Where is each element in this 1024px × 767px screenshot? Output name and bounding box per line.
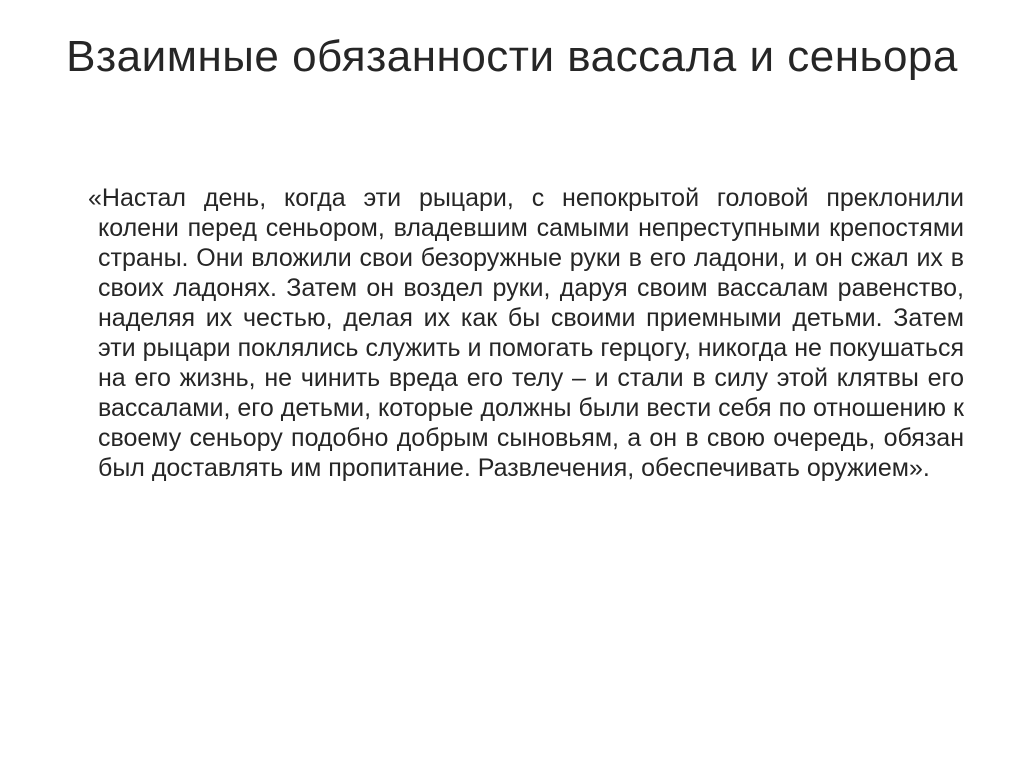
quote-paragraph: «Настал день, когда эти рыцари, с непокрытой головой преклонили колени перед сеньором, владевшим самыми непреступными крепостями страны. Они вложили свои безоружные руки в его ладони, и он сжал их в своих ладонях. Затем он воздел руки, даруя своим вассалам равенство, наделяя их честью, делая их как бы своими приемными детьми. Затем эти рыцари поклялись служить и помогать герцогу, никогда не покушаться на его жизнь, не чинить вреда его телу – и стали в силу этой клятвы его вассалами, его детьми, которые должны были вести себя по отношению к своему сеньору подобно добрым сыновьям, а он в свою очередь, обязан был доставлять им пропитание. Развлечения, обеспечивать оружием».: [88, 184, 964, 482]
slide-title: Взаимные обязанности вассала и сеньора: [66, 32, 958, 81]
